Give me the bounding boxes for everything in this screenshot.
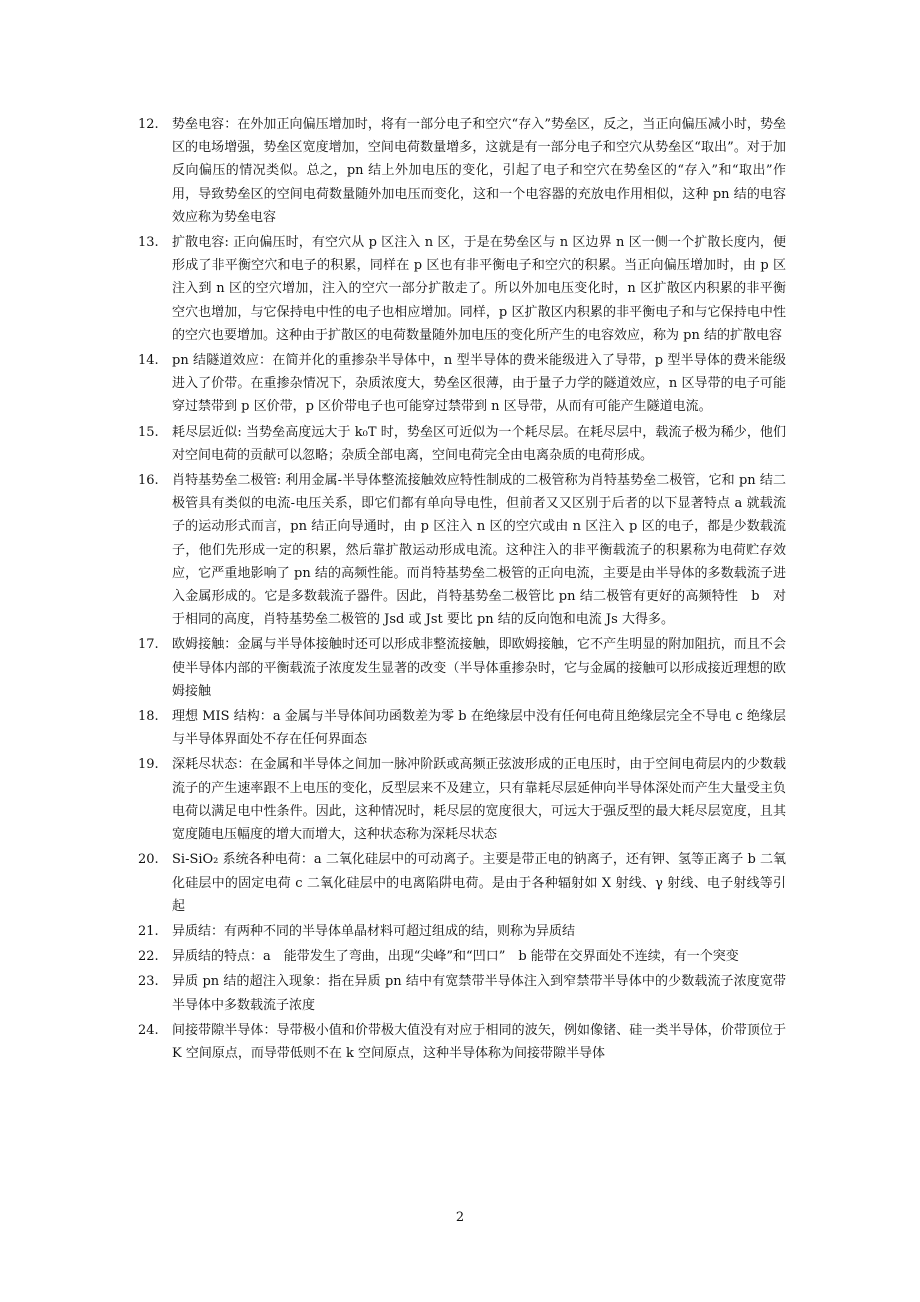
item-text: 扩散电容: 正向偏压时，有空穴从 p 区注入 n 区，于是在势垒区与 n 区边界 n 区一侧一个扩散长度内，便形成了非平衡空穴和电子的积累，同样在 p 区也有非平衡电子和空穴的积累。当正向偏压增加时，由 p 区注入到 n 区的空穴增加，注入的空穴一部分扩散走了。所以外加电压变化时，n 区扩散区内积累的非平衡空穴也增加，与它保持电中性的电子也相应增加。同样，p 区扩散区内积累的非平衡电子和与它保持电中性的空穴也要增加。这种由于扩散区的电荷数量随外加电压的变化所产生的电容效应，称为 pn 结的扩散电容 [172,235,786,343]
item-number: 24. [138,1022,159,1038]
item-number: 13. [138,235,159,251]
item-number: 23. [138,974,159,990]
list-item [138,848,786,918]
item-number: 17. [138,637,159,653]
definition-list [138,113,786,1067]
list-item [138,753,786,846]
page-number: 2 [455,1210,465,1225]
item-number: 12. [138,117,159,132]
item-number: 21. [138,923,159,939]
item-text: 肖特基势垒二极管: 利用金属-半导体整流接触效应特性制成的二极管称为肖特基势垒二极管，它和 pn 结二极管具有类似的电流-电压关系，即它们都有单向导电性，但前者又又区别于后者的以下显著特点 a 就载流子的运动形式而言，pn 结正向导通时，由 p 区注入 n 区的空穴或由 n 区注入 p 区的电子，都是少数载流子，他们先形成一定的积累，然后靠扩散运动形成电流。这种注入的非平衡载流子的积累称为电荷贮存效应，它严重地影响了 pn 结的高频性能。而肖特基势垒二极管的正向电流，主要是由半导体的多数载流子进入金属形成的。它是多数载流子器件。因此，肖特基势垒二极管比 pn 结二极管有更好的高频特性 b 对于相同的高度，肖特基势垒二极管的 Jsd 或 Jst 要比 pn 结的反向饱和电流 Js 大得多。 [172,473,786,628]
item-text: 欧姆接触：金属与半导体接触时还可以形成非整流接触，即欧姆接触，它不产生明显的附加阻抗，而且不会使半导体内部的平衡载流子浓度发生显著的改变（半导体重掺杂时，它与金属的接触可以形成接近理想的欧姆接触 [172,637,786,699]
list-item [138,469,786,631]
item-text: 耗尽层近似: 当势垒高度远大于 k₀T 时，势垒区可近似为一个耗尽层。在耗尽层中，载流子极为稀少，他们对空间电荷的贡献可以忽略；杂质全部电离，空间电荷完全由电离杂质的电荷形成。 [172,424,786,463]
list-item [138,945,786,968]
list-item [138,633,786,703]
item-number: 16. [138,473,159,489]
list-item [138,970,786,1016]
list-item [138,920,786,943]
item-text: 异质结：有两种不同的半导体单晶材料可超过组成的结，则称为异质结 [172,923,576,939]
list-item [138,113,786,229]
item-text: 异质结的特点：a 能带发生了弯曲，出现“尖峰”和“凹口” b 能带在交界面处不连续，有一个突变 [172,949,739,965]
item-text: Si-SiO₂ 系统各种电荷：a 二氧化硅层中的可动离子。主要是带正电的钠离子，还有钾、氢等正离子 b 二氧化硅层中的固定电荷 c 二氧化硅层中的电离陷阱电荷。是由于各种辐射如 X 射线、γ 射线、电子射线等引起 [172,852,786,914]
item-number: 22. [138,949,159,965]
item-number: 20. [138,852,159,868]
item-text: pn 结隧道效应：在简并化的重掺杂半导体中，n 型半导体的费米能级进入了导带，p 型半导体的费米能级进入了价带。在重掺杂情况下，杂质浓度大，势垒区很薄，由于量子力学的隧道效应，n 区导带的电子可能穿过禁带到 p 区价带，p 区价带电子也可能穿过禁带到 n 区导带，从而有可能产生隧道电流。 [172,353,786,415]
item-text: 理想 MIS 结构：a 金属与半导体间功函数差为零 b 在绝缘层中没有任何电荷且绝缘层完全不导电 c 绝缘层与半导体界面处不存在任何界面态 [172,709,786,748]
item-text: 势垒电容：在外加正向偏压增加时，将有一部分电子和空穴“存入”势垒区，反之，当正向偏压减小时，势垒区的电场增强，势垒区宽度增加，空间电荷数量增多，这就是有一部分电子和空穴从势垒区“取出”。对于加反向偏压的情况类似。总之，pn 结上外加电压的变化，引起了电子和空穴在势垒区的“存入”和“取出”作用，导致势垒区的空间电荷数量随外加电压而变化，这和一个电容器的充放电作用相似，这种 pn 结的电容效应称为势垒电容 [172,117,786,225]
item-number: 15. [138,424,159,440]
list-item [138,1019,786,1065]
item-number: 14. [138,353,159,369]
list-item [138,421,786,467]
item-text: 异质 pn 结的超注入现象：指在异质 pn 结中有宽禁带半导体注入到窄禁带半导体中的少数载流子浓度宽带半导体中多数载流子浓度 [172,974,786,1013]
item-text: 间接带隙半导体：导带极小值和价带极大值没有对应于相同的波矢，例如像锗、硅一类半导体，价带顶位于 K 空间原点，而导带低则不在 k 空间原点，这种半导体称为间接带隙半导体 [172,1022,786,1061]
list-item [138,705,786,751]
item-number: 18. [138,709,159,725]
item-number: 19. [138,757,159,773]
list-item [138,349,786,419]
item-text: 深耗尽状态：在金属和半导体之间加一脉冲阶跃或高频正弦波形成的正电压时，由于空间电荷层内的少数载流子的产生速率跟不上电压的变化，反型层来不及建立，只有靠耗尽层延伸向半导体深处而产生大量受主负电荷以满足电中性条件。因此，这种情况时，耗尽层的宽度很大，可远大于强反型的最大耗尽层宽度，且其宽度随电压幅度的增大而增大，这种状态称为深耗尽状态 [172,757,786,843]
list-item [138,231,786,347]
